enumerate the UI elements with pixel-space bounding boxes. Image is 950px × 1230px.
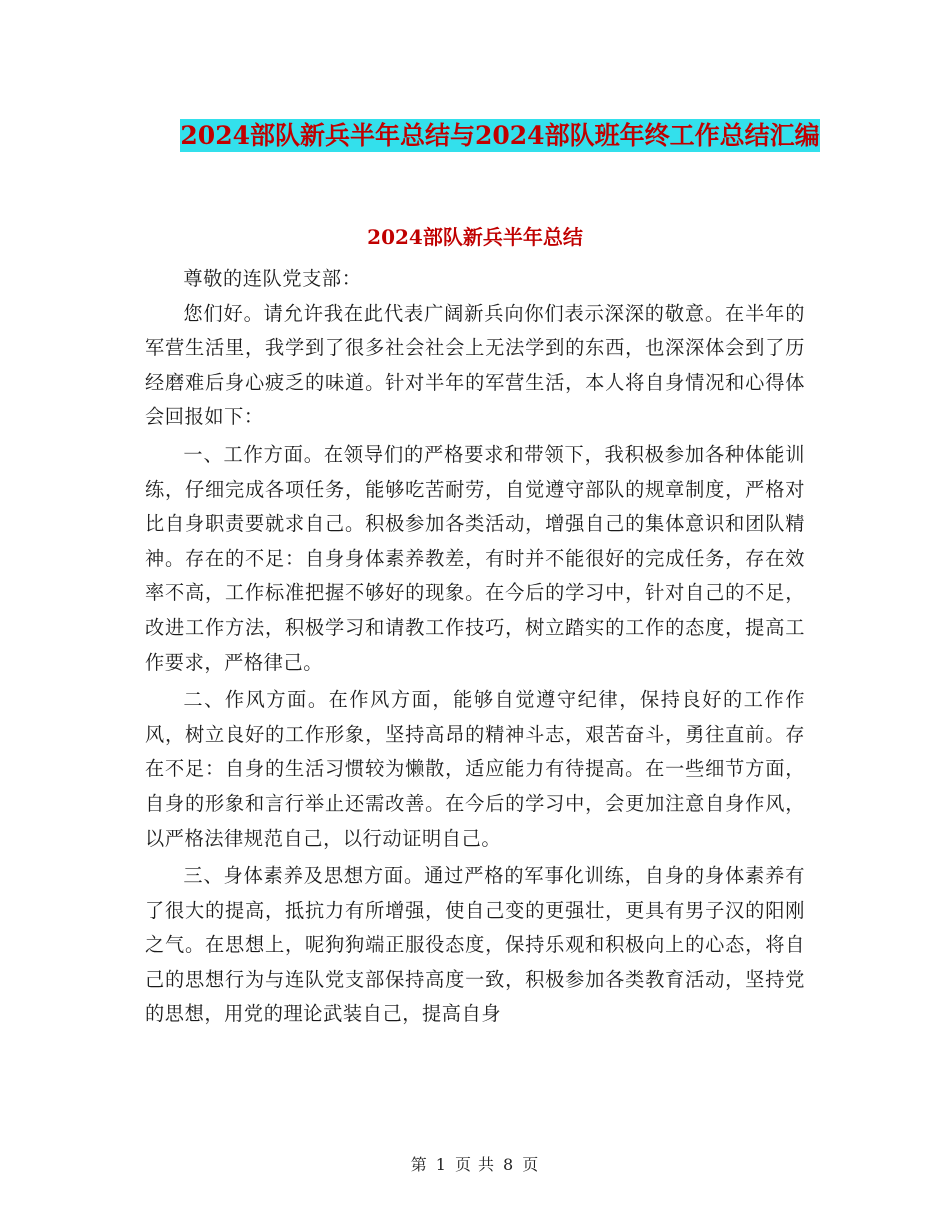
document-title-text: 2024部队新兵半年总结与2024部队班年终工作总结汇编 [180, 121, 820, 150]
salutation: 尊敬的连队党支部： [183, 267, 362, 290]
page-footer [0, 1152, 950, 1175]
footer-mid: 页 共 [454, 1155, 496, 1174]
footer-page-total: 8 [503, 1155, 515, 1174]
paragraph-style: 二、作风方面。在作风方面，能够自觉遵守纪律，保持良好的工作作风，树立良好的工作形象，坚持高昂的精神斗志，艰苦奋斗，勇往直前。存在不足：自身的生活习惯较为懒散，适应能力有待提高。在一些细节方面，自身的形象和言行举止还需改善。在今后的学习中，会更加注意自身作风，以严格法律规范自己，以行动证明自己。 [145, 688, 805, 850]
paragraph-work: 一、工作方面。在领导们的严格要求和带领下，我积极参加各种体能训练，仔细完成各项任务，能够吃苦耐劳，自觉遵守部队的规章制度，严格对比自身职责要就求自己。积极参加各类活动，增强自己的集体意识和团队精神。存在的不足：自身身体素养教差，有时并不能很好的完成任务，存在效率不高，工作标准把握不够好的现象。在今后的学习中，针对自己的不足，改进工作方法，积极学习和请教工作技巧，树立踏实的工作的态度，提高工作要求，严格律己。 [145, 442, 805, 674]
footer-prefix: 第 [410, 1155, 428, 1174]
section-title: 2024部队新兵半年总结 [367, 225, 583, 249]
footer-page-number: 1 [435, 1155, 447, 1174]
paragraph-intro: 您们好。请允许我在此代表广阔新兵向你们表示深深的敬意。在半年的军营生活里，我学到了很多社会社会上无法学到的东西，也深深体会到了历经磨难后身心疲乏的味道。针对半年的军营生活，本人将自身情况和心得体会回报如下： [145, 301, 805, 429]
paragraph-fitness-thought: 三、身体素养及思想方面。通过严格的军事化训练，自身的身体素养有了很大的提高，抵抗力有所增强，使自己变的更强壮，更具有男子汉的阳刚之气。在思想上，呢狗狗端正服役态度，保持乐观和积极向上的心态，将自己的思想行为与连队党支部保持高度一致，积极参加各类教育活动，坚持党的思想，用党的理论武装自己，提高自身 [145, 864, 805, 1026]
document-title [140, 112, 860, 159]
footer-suffix: 页 [522, 1155, 540, 1174]
document-body [145, 262, 805, 1032]
